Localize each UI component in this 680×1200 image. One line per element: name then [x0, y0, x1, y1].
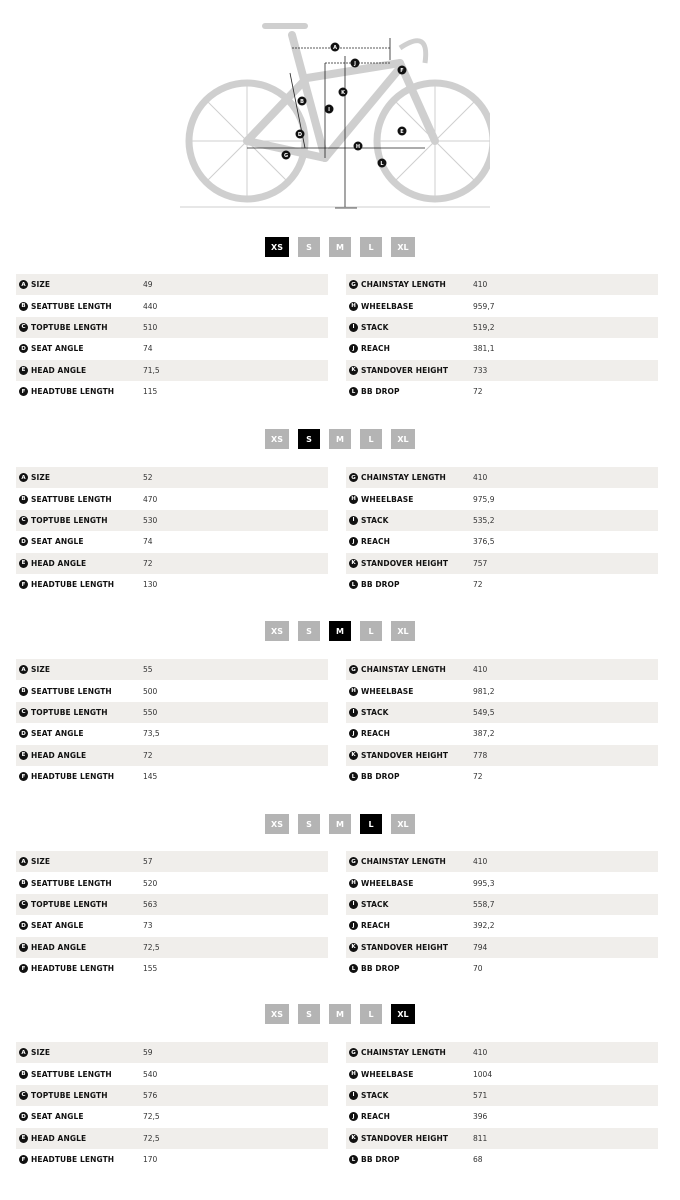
- table-row: [16, 1149, 328, 1170]
- letter-badge: D: [19, 344, 28, 353]
- size-selector: [0, 1004, 680, 1024]
- table-row: [346, 745, 658, 766]
- measurement-label: TOPTUBE LENGTH: [31, 899, 108, 909]
- measurement-label: SEAT ANGLE: [31, 921, 84, 931]
- letter-badge: C: [19, 900, 28, 909]
- diagram-letter-a: A: [333, 45, 337, 51]
- measurement-label: STANDOVER HEIGHT: [361, 365, 449, 375]
- table-row: [346, 338, 658, 359]
- table-row: [16, 766, 328, 787]
- letter-badge: C: [19, 323, 28, 332]
- measurement-value: 72: [473, 387, 483, 397]
- size-tab-l[interactable]: L: [360, 429, 382, 449]
- measurement-label: SEAT ANGLE: [31, 729, 84, 739]
- measurement-value: 52: [143, 473, 153, 483]
- table-row: [16, 510, 328, 531]
- size-tab-m[interactable]: M: [329, 621, 351, 641]
- measurement-label: CHAINSTAY LENGTH: [361, 280, 446, 290]
- table-row: [16, 338, 328, 359]
- table-row: [16, 274, 328, 295]
- table-row: [346, 574, 658, 595]
- table-row: [346, 766, 658, 787]
- letter-badge: F: [19, 964, 28, 973]
- table-row: [16, 872, 328, 893]
- table-row: [346, 659, 658, 680]
- table-row: [346, 381, 658, 402]
- measurement-value: 519,2: [473, 322, 495, 332]
- letter-badge: A: [19, 665, 28, 674]
- geometry-column-right: [346, 851, 658, 979]
- letter-badge: I: [349, 1091, 358, 1100]
- letter-badge: A: [19, 1048, 28, 1057]
- measurement-label: STACK: [361, 322, 389, 332]
- measurement-value: 155: [143, 964, 158, 974]
- measurement-label: CHAINSTAY LENGTH: [361, 665, 446, 675]
- size-tab-s[interactable]: S: [298, 1004, 320, 1024]
- measurement-value: 550: [143, 707, 158, 717]
- table-row: [346, 553, 658, 574]
- measurement-value: 72,5: [143, 942, 160, 952]
- size-tab-xs[interactable]: XS: [265, 621, 289, 641]
- measurement-label: REACH: [361, 729, 390, 739]
- letter-badge: G: [349, 857, 358, 866]
- letter-badge: F: [19, 580, 28, 589]
- letter-badge: H: [349, 1070, 358, 1079]
- measurement-label: WHEELBASE: [361, 878, 414, 888]
- table-row: [346, 531, 658, 552]
- letter-badge: H: [349, 302, 358, 311]
- measurement-value: 72,5: [143, 1112, 160, 1122]
- letter-badge: B: [19, 687, 28, 696]
- size-tab-xl[interactable]: XL: [391, 429, 415, 449]
- measurement-label: HEADTUBE LENGTH: [31, 1155, 115, 1165]
- table-row: [16, 295, 328, 316]
- table-row: [16, 1063, 328, 1084]
- measurement-label: WHEELBASE: [361, 301, 414, 311]
- measurement-label: BB DROP: [361, 964, 400, 974]
- measurement-label: SEATTUBE LENGTH: [31, 494, 112, 504]
- letter-badge: K: [349, 751, 358, 760]
- measurement-value: 396: [473, 1112, 488, 1122]
- measurement-value: 392,2: [473, 921, 495, 931]
- letter-badge: L: [349, 1155, 358, 1164]
- table-row: [346, 1042, 658, 1063]
- table-row: [16, 381, 328, 402]
- letter-badge: G: [349, 1048, 358, 1057]
- size-tab-m[interactable]: M: [329, 237, 351, 257]
- diagram-letter-j: J: [354, 61, 356, 67]
- measurement-label: TOPTUBE LENGTH: [31, 1090, 108, 1100]
- table-row: [16, 958, 328, 979]
- measurement-value: 470: [143, 494, 158, 504]
- letter-badge: H: [349, 687, 358, 696]
- letter-badge: D: [19, 1112, 28, 1121]
- table-row: [346, 680, 658, 701]
- letter-badge: E: [19, 366, 28, 375]
- measurement-label: STACK: [361, 707, 389, 717]
- measurement-value: 410: [473, 473, 488, 483]
- measurement-label: SEAT ANGLE: [31, 1112, 84, 1122]
- geometry-column-left: [16, 659, 328, 787]
- measurement-value: 530: [143, 515, 158, 525]
- measurement-value: 72,5: [143, 1133, 160, 1143]
- letter-badge: J: [349, 537, 358, 546]
- table-row: [346, 360, 658, 381]
- measurement-label: HEAD ANGLE: [31, 942, 87, 952]
- measurement-label: SEAT ANGLE: [31, 344, 84, 354]
- size-tab-s[interactable]: S: [298, 237, 320, 257]
- measurement-value: 571: [473, 1090, 488, 1100]
- size-tab-xl[interactable]: XL: [391, 814, 415, 834]
- letter-badge: K: [349, 559, 358, 568]
- measurement-value: 981,2: [473, 686, 495, 696]
- measurement-label: STANDOVER HEIGHT: [361, 942, 449, 952]
- table-row: [16, 851, 328, 872]
- measurement-label: STACK: [361, 899, 389, 909]
- size-selector: [0, 814, 680, 834]
- size-tab-m[interactable]: M: [329, 429, 351, 449]
- measurement-label: STANDOVER HEIGHT: [361, 750, 449, 760]
- size-selector: [0, 429, 680, 449]
- size-tab-xs[interactable]: XS: [265, 429, 289, 449]
- letter-badge: H: [349, 879, 358, 888]
- diagram-letter-f: F: [400, 68, 404, 74]
- letter-badge: I: [349, 708, 358, 717]
- size-tab-xl[interactable]: XL: [391, 237, 415, 257]
- table-row: [16, 702, 328, 723]
- measurement-label: SEATTUBE LENGTH: [31, 1069, 112, 1079]
- table-row: [16, 467, 328, 488]
- measurement-label: SEAT ANGLE: [31, 537, 84, 547]
- letter-badge: K: [349, 943, 358, 952]
- diagram-letter-e: E: [400, 129, 404, 135]
- geometry-column-left: [16, 274, 328, 402]
- letter-badge: F: [19, 772, 28, 781]
- letter-badge: B: [19, 302, 28, 311]
- table-row: [346, 723, 658, 744]
- letter-badge: L: [349, 580, 358, 589]
- size-tab-xl[interactable]: XL: [391, 1004, 415, 1024]
- size-selector: [0, 237, 680, 257]
- table-row: [346, 894, 658, 915]
- measurement-label: STANDOVER HEIGHT: [361, 1133, 449, 1143]
- measurement-value: 74: [143, 537, 153, 547]
- measurement-label: REACH: [361, 537, 390, 547]
- measurement-value: 74: [143, 344, 153, 354]
- letter-badge: D: [19, 921, 28, 930]
- diagram-letter-h: H: [355, 144, 361, 150]
- letter-badge: J: [349, 729, 358, 738]
- table-row: [346, 295, 658, 316]
- letter-badge: G: [349, 280, 358, 289]
- letter-badge: E: [19, 943, 28, 952]
- size-tab-m[interactable]: M: [329, 814, 351, 834]
- letter-badge: L: [349, 964, 358, 973]
- size-tab-l[interactable]: L: [360, 621, 382, 641]
- measurement-label: REACH: [361, 344, 390, 354]
- geometry-column-right: [346, 659, 658, 787]
- letter-badge: F: [19, 387, 28, 396]
- geometry-column-left: [16, 1042, 328, 1170]
- measurement-value: 73,5: [143, 729, 160, 739]
- measurement-label: STACK: [361, 515, 389, 525]
- table-row: [346, 488, 658, 509]
- table-row: [16, 915, 328, 936]
- measurement-label: HEAD ANGLE: [31, 365, 87, 375]
- table-row: [346, 1149, 658, 1170]
- letter-badge: E: [19, 1134, 28, 1143]
- measurement-label: CHAINSTAY LENGTH: [361, 1048, 446, 1058]
- table-row: [16, 659, 328, 680]
- letter-badge: A: [19, 473, 28, 482]
- table-row: [16, 1128, 328, 1149]
- measurement-label: WHEELBASE: [361, 686, 414, 696]
- table-row: [16, 745, 328, 766]
- geometry-column-right: [346, 1042, 658, 1170]
- table-row: [16, 1085, 328, 1106]
- diagram-letter-k: K: [341, 90, 345, 96]
- size-tab-s[interactable]: S: [298, 621, 320, 641]
- measurement-value: 72: [473, 580, 483, 590]
- geometry-column-left: [16, 467, 328, 595]
- letter-badge: L: [349, 387, 358, 396]
- measurement-value: 975,9: [473, 494, 495, 504]
- geometry-column-left: [16, 851, 328, 979]
- table-row: [346, 958, 658, 979]
- table-row: [346, 1106, 658, 1127]
- letter-badge: I: [349, 516, 358, 525]
- table-row: [346, 872, 658, 893]
- geometry-column-right: [346, 274, 658, 402]
- measurement-value: 794: [473, 942, 488, 952]
- letter-badge: C: [19, 1091, 28, 1100]
- measurement-value: 535,2: [473, 515, 495, 525]
- letter-badge: B: [19, 879, 28, 888]
- table-row: [346, 467, 658, 488]
- measurement-value: 778: [473, 750, 488, 760]
- measurement-label: SEATTUBE LENGTH: [31, 301, 112, 311]
- measurement-label: BB DROP: [361, 387, 400, 397]
- measurement-value: 115: [143, 387, 158, 397]
- letter-badge: D: [19, 537, 28, 546]
- measurement-label: SEATTUBE LENGTH: [31, 686, 112, 696]
- measurement-label: REACH: [361, 921, 390, 931]
- measurement-label: STANDOVER HEIGHT: [361, 558, 449, 568]
- table-row: [16, 488, 328, 509]
- measurement-value: 376,5: [473, 537, 495, 547]
- measurement-value: 55: [143, 665, 153, 675]
- measurement-value: 72: [143, 558, 153, 568]
- size-tab-s[interactable]: S: [298, 429, 320, 449]
- table-row: [16, 553, 328, 574]
- measurement-value: 1004: [473, 1069, 493, 1079]
- measurement-label: STACK: [361, 1090, 389, 1100]
- measurement-value: 71,5: [143, 365, 160, 375]
- measurement-value: 563: [143, 899, 158, 909]
- letter-badge: K: [349, 366, 358, 375]
- letter-badge: G: [349, 473, 358, 482]
- measurement-label: HEAD ANGLE: [31, 750, 87, 760]
- letter-badge: E: [19, 559, 28, 568]
- table-row: [16, 1106, 328, 1127]
- diagram-letter-g: G: [283, 153, 289, 159]
- letter-badge: J: [349, 344, 358, 353]
- size-tab-l[interactable]: L: [360, 237, 382, 257]
- measurement-label: SIZE: [31, 857, 51, 867]
- measurement-value: 387,2: [473, 729, 495, 739]
- table-row: [346, 1128, 658, 1149]
- measurement-value: 410: [473, 280, 488, 290]
- letter-badge: I: [349, 323, 358, 332]
- measurement-value: 576: [143, 1090, 158, 1100]
- measurement-value: 70: [473, 964, 483, 974]
- table-row: [346, 317, 658, 338]
- measurement-value: 995,3: [473, 878, 495, 888]
- measurement-label: WHEELBASE: [361, 1069, 414, 1079]
- table-row: [346, 1063, 658, 1084]
- diagram-letter-d: D: [297, 132, 303, 138]
- table-row: [16, 723, 328, 744]
- measurement-value: 49: [143, 280, 153, 290]
- table-row: [346, 510, 658, 531]
- measurement-value: 520: [143, 878, 158, 888]
- letter-badge: A: [19, 857, 28, 866]
- letter-badge: H: [349, 495, 358, 504]
- measurement-value: 410: [473, 857, 488, 867]
- size-tab-s[interactable]: S: [298, 814, 320, 834]
- measurement-label: SIZE: [31, 665, 51, 675]
- measurement-value: 410: [473, 665, 488, 675]
- measurement-label: HEAD ANGLE: [31, 558, 87, 568]
- table-row: [16, 894, 328, 915]
- measurement-label: CHAINSTAY LENGTH: [361, 473, 446, 483]
- letter-badge: J: [349, 921, 358, 930]
- letter-badge: I: [349, 900, 358, 909]
- measurement-value: 130: [143, 580, 158, 590]
- size-tab-l[interactable]: L: [360, 1004, 382, 1024]
- letter-badge: B: [19, 1070, 28, 1079]
- table-row: [346, 937, 658, 958]
- size-tab-xs[interactable]: XS: [265, 237, 289, 257]
- measurement-label: HEADTUBE LENGTH: [31, 772, 115, 782]
- size-tab-xs[interactable]: XS: [265, 814, 289, 834]
- measurement-label: HEADTUBE LENGTH: [31, 964, 115, 974]
- measurement-value: 549,5: [473, 707, 495, 717]
- diagram-letter-b: B: [300, 99, 304, 105]
- letter-badge: C: [19, 516, 28, 525]
- measurement-value: 72: [143, 750, 153, 760]
- letter-badge: L: [349, 772, 358, 781]
- measurement-value: 558,7: [473, 899, 495, 909]
- geometry-column-right: [346, 467, 658, 595]
- letter-badge: G: [349, 665, 358, 674]
- measurement-value: 811: [473, 1133, 488, 1143]
- measurement-value: 540: [143, 1069, 158, 1079]
- measurement-value: 59: [143, 1048, 153, 1058]
- measurement-value: 145: [143, 772, 158, 782]
- measurement-value: 170: [143, 1155, 158, 1165]
- table-row: [16, 531, 328, 552]
- diagram-letter-l: L: [380, 161, 384, 167]
- size-tab-m[interactable]: M: [329, 1004, 351, 1024]
- table-row: [346, 915, 658, 936]
- table-row: [16, 937, 328, 958]
- measurement-label: BB DROP: [361, 1155, 400, 1165]
- measurement-label: SEATTUBE LENGTH: [31, 878, 112, 888]
- diagram-letter-i: I: [328, 107, 330, 113]
- table-row: [346, 702, 658, 723]
- size-selector: [0, 621, 680, 641]
- measurement-value: 381,1: [473, 344, 495, 354]
- measurement-value: 757: [473, 558, 488, 568]
- measurement-value: 72: [473, 772, 483, 782]
- letter-badge: A: [19, 280, 28, 289]
- measurement-value: 959,7: [473, 301, 495, 311]
- table-row: [346, 851, 658, 872]
- size-tab-xl[interactable]: XL: [391, 621, 415, 641]
- measurement-label: SIZE: [31, 473, 51, 483]
- size-tab-xs[interactable]: XS: [265, 1004, 289, 1024]
- measurement-label: HEAD ANGLE: [31, 1133, 87, 1143]
- table-row: [346, 1085, 658, 1106]
- measurement-label: TOPTUBE LENGTH: [31, 322, 108, 332]
- table-row: [16, 1042, 328, 1063]
- measurement-value: 500: [143, 686, 158, 696]
- letter-badge: B: [19, 495, 28, 504]
- measurement-label: HEADTUBE LENGTH: [31, 580, 115, 590]
- table-row: [16, 680, 328, 701]
- measurement-label: SIZE: [31, 1048, 51, 1058]
- letter-badge: D: [19, 729, 28, 738]
- measurement-value: 733: [473, 365, 488, 375]
- letter-badge: C: [19, 708, 28, 717]
- measurement-label: TOPTUBE LENGTH: [31, 707, 108, 717]
- table-row: [346, 274, 658, 295]
- letter-badge: K: [349, 1134, 358, 1143]
- measurement-value: 73: [143, 921, 153, 931]
- table-row: [16, 574, 328, 595]
- measurement-label: REACH: [361, 1112, 390, 1122]
- measurement-value: 410: [473, 1048, 488, 1058]
- bike-geometry-diagram: [180, 8, 490, 213]
- letter-badge: F: [19, 1155, 28, 1164]
- measurement-label: WHEELBASE: [361, 494, 414, 504]
- measurement-value: 57: [143, 857, 153, 867]
- table-row: [16, 317, 328, 338]
- measurement-label: CHAINSTAY LENGTH: [361, 857, 446, 867]
- measurement-label: HEADTUBE LENGTH: [31, 387, 115, 397]
- measurement-label: BB DROP: [361, 580, 400, 590]
- letter-badge: J: [349, 1112, 358, 1121]
- letter-badge: E: [19, 751, 28, 760]
- measurement-value: 510: [143, 322, 158, 332]
- table-row: [16, 360, 328, 381]
- measurement-label: SIZE: [31, 280, 51, 290]
- measurement-value: 440: [143, 301, 158, 311]
- measurement-label: BB DROP: [361, 772, 400, 782]
- measurement-value: 68: [473, 1155, 483, 1165]
- size-tab-l[interactable]: L: [360, 814, 382, 834]
- measurement-label: TOPTUBE LENGTH: [31, 515, 108, 525]
